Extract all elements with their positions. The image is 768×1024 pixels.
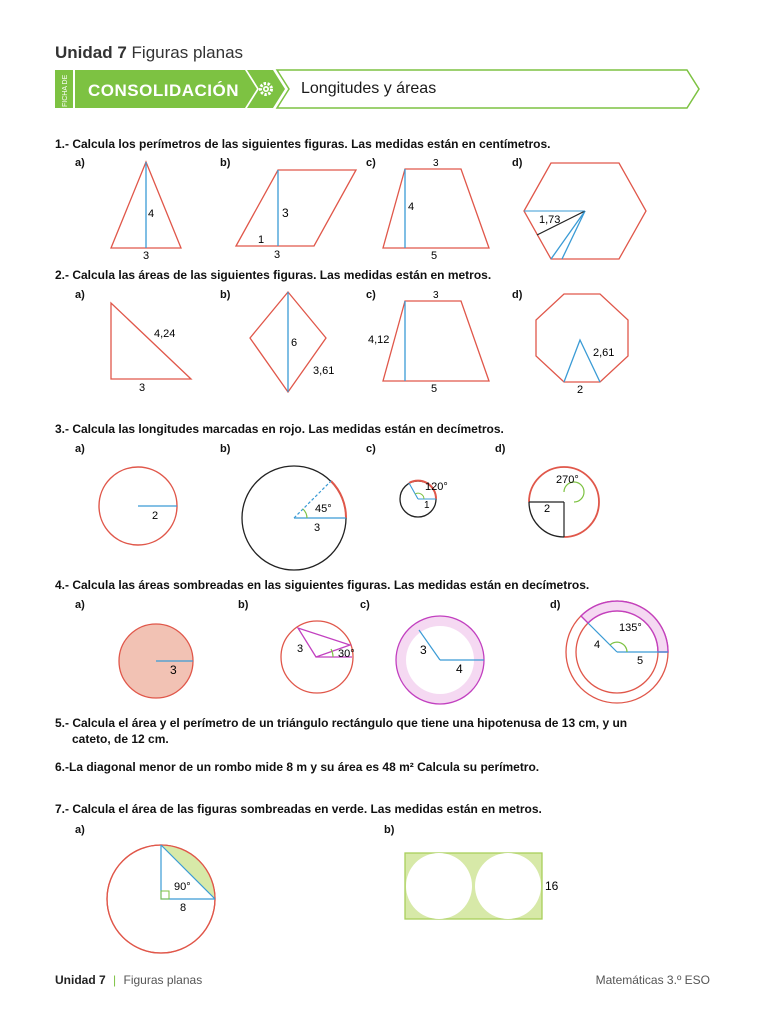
label-2d: d) [512,289,523,301]
label-2a: a) [75,289,85,301]
fig-3b-angle: 45° [315,503,332,515]
fig-1b-base: 3 [274,249,281,261]
label-3b: b) [220,443,231,455]
footer-separator: | [113,973,117,987]
section-label: CONSOLIDACIÓN [88,81,239,100]
footer-unit-name: Figuras planas [123,973,203,987]
figure-1b-parallelogram [232,162,360,262]
figure-3c-arc [396,473,456,521]
fig-2b-diag: 6 [291,337,298,349]
figure-3b-sector [236,463,356,571]
label-2c: c) [366,289,376,301]
fig-1c-height: 4 [408,201,415,213]
question-5-line-1: 5.- Calcula el área y el perímetro de un triángulo rectángulo que tiene una hipotenusa de 13 cm, y un [55,716,628,730]
question-3: 3.- Calcula las longitudes marcadas en rojo. Las medidas están en decímetros. [55,422,504,436]
label-3d: d) [495,443,506,455]
fig-3c-radius: 1 [424,500,430,511]
question-6: 6.-La diagonal menor de un rombo mide 8 m y su área es 48 m² Calcula su perímetro. [55,760,540,774]
label-2b: b) [220,289,231,301]
fig-2c-top: 3 [433,290,439,301]
ficha-de-label: FICHA DE [62,74,69,107]
fig-1a-height: 4 [148,208,155,220]
footer-unit [55,973,202,987]
figure-3a-circle [92,463,184,551]
fig-1a-base: 3 [143,250,150,262]
fig-2c-side: 4,12 [368,334,390,346]
fig-2a-hyp: 4,24 [154,328,176,340]
fig-7b-height: 16 [545,879,559,893]
unit-number: Unidad 7 [55,43,127,62]
figure-4a-circle [116,620,198,702]
fig-1b-offset: 1 [258,234,265,246]
label-4b: b) [238,599,249,611]
topic-label: Longitudes y áreas [301,80,437,97]
label-1c: c) [366,157,376,169]
label-3c: c) [366,443,376,455]
label-7b: b) [384,824,395,836]
figure-2b-rhombus [245,288,340,398]
figure-1a-triangle [100,158,190,262]
label-1a: a) [75,157,85,169]
label-1d: d) [512,157,523,169]
label-7a: a) [75,824,85,836]
fig-1b-height: 3 [282,206,289,220]
fig-4d-r1: 4 [594,639,601,651]
figure-3d-arc [524,462,608,538]
fig-3d-radius: 2 [544,503,551,515]
figure-4c-annulus [392,614,490,706]
question-5-line-2: cateto, de 12 cm. [72,732,169,746]
fig-3d-angle: 270° [556,474,579,486]
figure-2d-octagon [528,288,644,398]
figure-2c-trapezoid [366,287,496,395]
fig-2c-base: 5 [431,383,438,395]
fig-1c-top: 3 [433,158,439,169]
figure-2a-right-triangle [105,295,200,395]
figure-7a-circle-segment [104,844,220,954]
question-4: 4.- Calcula las áreas sombreadas en las siguientes figuras. Las medidas están en decímetros. [55,578,590,592]
fig-1d-apothem: 1,73 [539,214,561,226]
question-2: 2.- Calcula las áreas de las siguientes figuras. Las medidas están en metros. [55,268,492,282]
fig-7a-radius: 8 [180,902,187,914]
figure-7b-rectangle-circles [402,850,572,922]
fig-2b-side: 3,61 [313,365,335,377]
question-1: 1.- Calcula los perímetros de las siguientes figuras. Las medidas están en centímetros. [55,137,551,151]
unit-title [55,43,243,63]
question-7: 7.- Calcula el área de las figuras sombreadas en verde. Las medidas están en metros. [55,802,542,816]
fig-4d-angle: 135° [619,622,642,634]
fig-4d-r2: 5 [637,655,644,667]
fig-4b-radius: 3 [297,643,304,655]
fig-4c-r2: 4 [456,662,463,676]
fig-1c-base: 5 [431,250,438,262]
label-4d: d) [550,599,561,611]
unit-name: Figuras planas [131,43,244,62]
label-1b: b) [220,157,231,169]
figure-1c-trapezoid [378,155,494,263]
fig-3a-radius: 2 [152,510,159,522]
figure-4b-sector [278,620,362,696]
fig-3b-radius: 3 [314,522,321,534]
fig-4a-radius: 3 [170,663,177,677]
figure-1d-hexagon [520,158,650,264]
fig-3c-angle: 120° [425,481,448,493]
label-4c: c) [360,599,370,611]
footer-unit-number: Unidad 7 [55,973,106,987]
fig-2a-base: 3 [139,382,146,394]
figure-4d-annulus-sector [562,600,676,708]
label-4a: a) [75,599,85,611]
fig-2d-apothem: 2,61 [593,347,615,359]
fig-2d-side: 2 [577,384,584,396]
section-banner [55,69,700,109]
label-3a: a) [75,443,85,455]
fig-4c-r1: 3 [420,643,427,657]
fig-7a-angle: 90° [174,881,191,893]
fig-4b-angle: 30° [338,648,355,660]
footer-course: Matemáticas 3.º ESO [595,973,710,987]
